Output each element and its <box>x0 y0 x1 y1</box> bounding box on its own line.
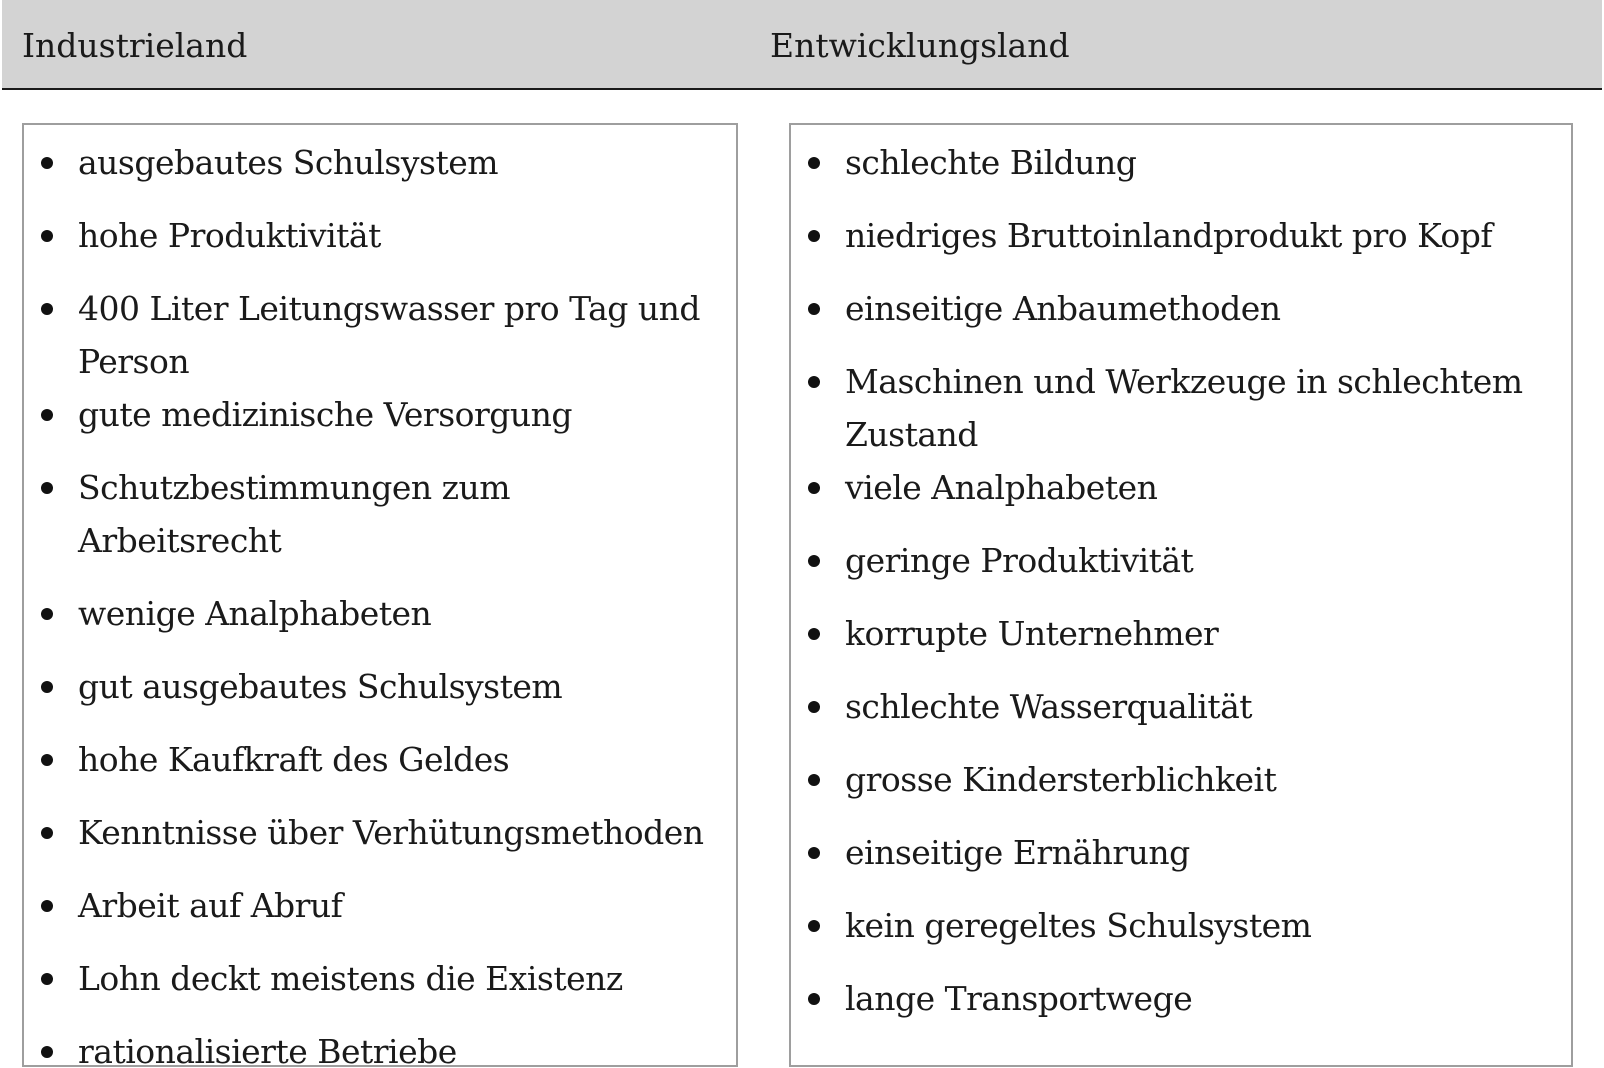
list-item-text: schlechte Bildung <box>845 143 1137 182</box>
bullet-icon <box>808 628 820 640</box>
list-item <box>791 753 1571 806</box>
list-item-text: Maschinen und Werkzeuge in schlechtem Zustand <box>845 362 1523 454</box>
bullet-icon <box>808 376 820 388</box>
list-item-text: hohe Kaufkraft des Geldes <box>78 740 510 779</box>
bullet-icon <box>808 920 820 932</box>
bullet-icon <box>808 701 820 713</box>
bullet-icon <box>41 608 53 620</box>
bullet-icon <box>41 973 53 985</box>
list-item-text: gut ausgebautes Schulsystem <box>78 667 563 706</box>
industrieland-column <box>22 123 738 1067</box>
list-item-text: geringe Produktivität <box>845 541 1194 580</box>
list-item <box>791 136 1571 189</box>
list-item-text: gute medizinische Versorgung <box>78 395 573 434</box>
list-item <box>791 461 1571 514</box>
list-item <box>24 136 736 189</box>
list-item <box>24 879 736 932</box>
list-item <box>24 660 736 713</box>
header-industrieland: Industrieland <box>22 26 248 65</box>
list-item-text: korrupte Unternehmer <box>845 614 1219 653</box>
list-item <box>24 1025 736 1068</box>
bullet-icon <box>41 1046 53 1058</box>
bullet-icon <box>808 847 820 859</box>
bullet-icon <box>808 774 820 786</box>
list-item <box>791 607 1571 660</box>
table-header <box>2 0 1602 90</box>
list-item <box>791 680 1571 733</box>
list-item-text: ausgebautes Schulsystem <box>78 143 499 182</box>
bullet-icon <box>808 993 820 1005</box>
list-item <box>24 282 736 388</box>
list-item <box>791 826 1571 879</box>
industrieland-list <box>24 125 736 1068</box>
bullet-icon <box>41 827 53 839</box>
bullet-icon <box>41 409 53 421</box>
list-item-text: einseitige Ernährung <box>845 833 1190 872</box>
list-item-text: rationalisierte Betriebe <box>78 1032 457 1068</box>
bullet-icon <box>808 303 820 315</box>
entwicklungsland-column <box>789 123 1573 1067</box>
list-item-text: viele Analphabeten <box>845 468 1158 507</box>
list-item-text: niedriges Bruttoinlandprodukt pro Kopf <box>845 216 1493 255</box>
list-item-text: grosse Kindersterblichkeit <box>845 760 1277 799</box>
bullet-icon <box>41 482 53 494</box>
list-item-text: 400 Liter Leitungswasser pro Tag und Person <box>78 289 701 381</box>
list-item <box>24 388 736 441</box>
list-item <box>24 209 736 262</box>
list-item <box>791 972 1571 1025</box>
list-item-text: einseitige Anbaumethoden <box>845 289 1281 328</box>
bullet-icon <box>808 555 820 567</box>
bullet-icon <box>41 681 53 693</box>
list-item-text: kein geregeltes Schulsystem <box>845 906 1312 945</box>
list-item <box>791 355 1571 461</box>
list-item-text: Schutzbestimmungen zum Arbeitsrecht <box>78 468 511 560</box>
bullet-icon <box>808 230 820 242</box>
list-item <box>24 806 736 859</box>
list-item-text: Kenntnisse über Verhütungsmethoden <box>78 813 704 852</box>
list-item <box>24 461 736 567</box>
list-item-text: schlechte Wasserqualität <box>845 687 1253 726</box>
list-item <box>24 952 736 1005</box>
bullet-icon <box>41 157 53 169</box>
list-item-text: Lohn deckt meistens die Existenz <box>78 959 623 998</box>
bullet-icon <box>41 754 53 766</box>
header-entwicklungsland: Entwicklungsland <box>770 26 1070 65</box>
bullet-icon <box>41 900 53 912</box>
entwicklungsland-list <box>791 125 1571 1025</box>
list-item-text: hohe Produktivität <box>78 216 381 255</box>
bullet-icon <box>808 482 820 494</box>
bullet-icon <box>41 303 53 315</box>
list-item-text: wenige Analphabeten <box>78 594 432 633</box>
list-item <box>791 899 1571 952</box>
bullet-icon <box>808 157 820 169</box>
list-item <box>791 209 1571 262</box>
bullet-icon <box>41 230 53 242</box>
list-item <box>24 587 736 640</box>
list-item <box>24 733 736 786</box>
list-item-text: lange Transportwege <box>845 979 1193 1018</box>
list-item-text: Arbeit auf Abruf <box>78 886 343 925</box>
list-item <box>791 534 1571 587</box>
list-item <box>791 282 1571 335</box>
